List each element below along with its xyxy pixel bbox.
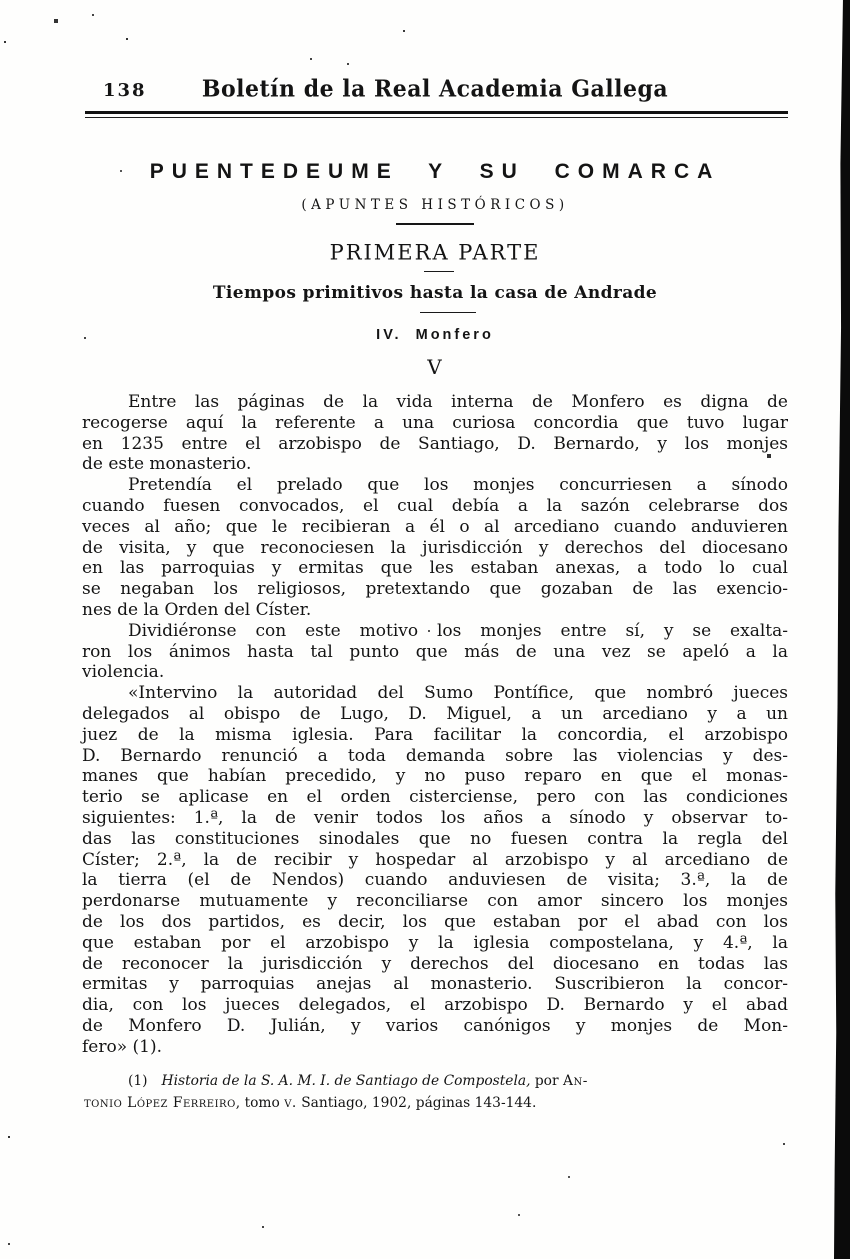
text-line: terio se aplicase en el orden cisterciense, pero con las condiciones [82, 787, 788, 808]
footnote-line-2 [84, 1093, 788, 1115]
text-line: de los dos partidos, es decir, los que estaban por el abad con los [82, 911, 788, 932]
footnote-work-title: Historia de la S. A. M. I. de Santiago de Compostela, [161, 1073, 531, 1089]
text-line: de reconocer la jurisdicción y derechos del diocesano en todas las [82, 953, 788, 974]
footnote-volume: v. [284, 1094, 297, 1111]
text-line: ermitas y parroquias anejas al monasterio. Suscribieron la concor- [82, 974, 788, 995]
text-line: perdonarse mutuamente y reconciliarse con amor sincero los monjes [82, 891, 788, 912]
text-line: en 1235 entre el arzobispo de Santiago, D. Bernardo, y los monjes [82, 433, 788, 454]
text-line: violencia. [82, 662, 165, 683]
text-line: das las constituciones sinodales que no fuesen contra la regla del [82, 828, 788, 849]
text-line: en las parroquias y ermitas que les estaban anexas, a todo lo cual [82, 558, 788, 579]
text-line: siguientes: 1.ª, la de venir todos los años a sínodo y observar to- [82, 807, 788, 828]
text-line: la tierra (el de Nendos) cuando anduviesen de visita; 3.ª, la de [82, 870, 788, 891]
text-line: cuando fuesen convocados, el cual debía a la sazón celebrarse dos [82, 495, 788, 516]
part-rule [424, 271, 454, 272]
journal-title: Boletín de la Real Academia Gallega [201, 75, 669, 103]
scan-edge-band [834, 0, 850, 1259]
text-line: que estaban por el arzobispo y la iglesia compostelana, y 4.ª, la [82, 932, 788, 953]
paragraph-1 [82, 392, 788, 475]
footnote-volume-pre: , tomo [235, 1094, 285, 1111]
text-line: de visita, y que reconociesen la jurisdicción y derechos del diocesano [82, 537, 788, 558]
paragraph-2 [82, 475, 788, 621]
footnote-tail: Santiago, 1902, páginas 143-144. [296, 1094, 537, 1111]
part-label: PRIMERA PARTE [329, 239, 541, 265]
text-line: Císter; 2.ª, la de recibir y hospedar al arzobispo y al arcediano de [82, 849, 788, 870]
body-text [82, 392, 788, 1058]
article-title: PUENTEDEUME Y SU COMARCA [149, 160, 721, 183]
text-line: de Monfero D. Julián, y varios canónigos y monjes de Mon- [82, 1015, 788, 1036]
text-line: recogerse aquí la referente a una curiosa concordia que tuvo lugar [82, 412, 788, 433]
text-line: Pretendía el prelado que los monjes concurriesen a sínodo [128, 475, 788, 496]
chapter-label: IV. Monfero [376, 327, 494, 343]
section-title: Tiempos primitivos hasta la casa de Andrade [212, 283, 658, 303]
footnote-line-1 [84, 1071, 788, 1093]
paragraph-3 [82, 621, 788, 683]
text-line: fero» (1). [82, 1036, 163, 1057]
text-line: delegados al obispo de Lugo, D. Miguel, a un arcediano y a un [82, 703, 788, 724]
scan-speckles [0, 0, 2, 2]
footnote-connector: por [530, 1073, 563, 1089]
text-line: ron los ánimos hasta tal punto que más de una vez se apeló a la [82, 641, 788, 662]
text-line: veces al año; que le recibieran a él o al arcediano cuando anduvieren [82, 516, 788, 537]
text-line: manes que habían precedido, y no puso reparo en que el monas- [82, 766, 788, 787]
paragraph-4 [82, 683, 788, 1057]
header-rule [85, 111, 788, 118]
running-head [0, 76, 850, 110]
text-line: dia, con los jueces delegados, el arzobispo D. Bernardo y el abad [82, 995, 788, 1016]
text-line: «Intervino la autoridad del Sumo Pontífice, que nombró jueces [128, 683, 788, 704]
text-line: de este monasterio. [82, 454, 252, 475]
footnote-author-rest: tonio López Ferreiro [84, 1094, 236, 1111]
footnote [84, 1071, 788, 1114]
page-number: 138 [103, 80, 147, 101]
footnote-author-start: An- [562, 1073, 588, 1089]
section-number: V [427, 355, 443, 379]
text-line: se negaban los religiosos, pretextando que gozaban de las exencio- [82, 579, 788, 600]
text-line: Dividiéronse con este motivo los monjes entre sí, y se exalta- [128, 620, 788, 641]
footnote-number: (1) [128, 1073, 148, 1089]
text-line: D. Bernardo renunció a toda demanda sobre las violencias y des- [82, 745, 788, 766]
article-subtitle: (APUNTES HISTÓRICOS) [301, 197, 569, 213]
text-line: juez de la misma iglesia. Para facilitar la concordia, el arzobispo [82, 724, 788, 745]
subtitle-rule [396, 223, 474, 225]
text-line: nes de la Orden del Císter. [82, 599, 312, 620]
section-rule [420, 312, 476, 313]
text-line: Entre las páginas de la vida interna de Monfero es digna de [128, 392, 788, 412]
